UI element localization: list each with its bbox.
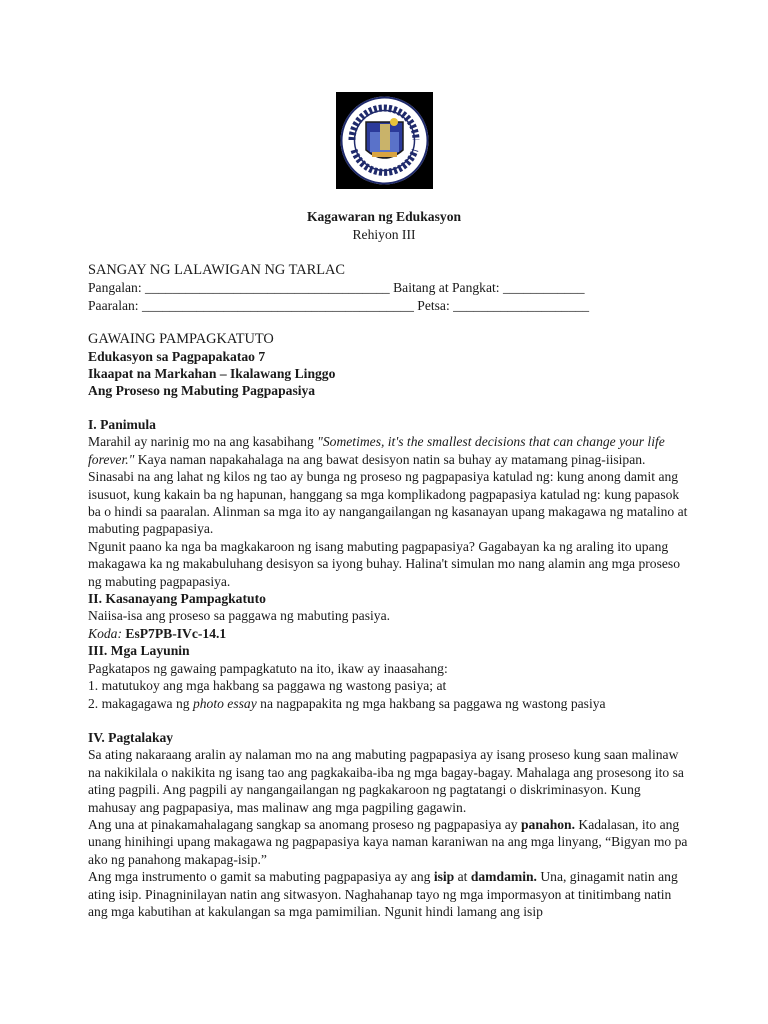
division-name: SANGAY NG LALAWIGAN NG TARLAC (88, 262, 345, 278)
pagtalakay-paragraph-3: Ang mga instrumento o gamit sa mabuting pagpapasiya ay ang isip at damdamin. Una, ginagamit natin ang ating isip. Pinagninilayan natin ang sitwasyon. Naghahanap tayo ng mga impormasyon at tinitimbang natin ang mga kabutihan at kakulangan sa mga pamimilian. Ngunit hindi lamang ang isip (88, 869, 678, 919)
pagtalakay-heading: IV. Pagtalakay (88, 729, 174, 745)
school-field[interactable]: ________________________________________ (141, 298, 414, 313)
quarter-title: Ikaapat na Markahan – Ikalawang Linggo (88, 366, 336, 381)
layunin-heading: III. Mga Layunin (88, 643, 190, 659)
topic-title: Ang Proseso ng Mabuting Pagpapasiya (88, 383, 316, 398)
layunin-item-2: 2. makagagawa ng photo essay na nagpapakita ng mga hakbang sa paggawa ng wastong pasiya (88, 695, 606, 711)
name-label: Pangalan: (88, 280, 142, 295)
grade-field[interactable]: ____________ (502, 280, 585, 295)
panimula-paragraph-2: Ngunit paano ka nga ba magkakaroon ng isang mabuting pagpapasiya? Gagabayan ka ng araling ito upang makagawa ka ng makabuluhang desisyon sa iyong buhay. Halina't simulan mo nang alamin ang mga proseso ng mabuting pagpapasiya. (88, 538, 681, 589)
panimula-heading: I. Panimula (88, 417, 156, 432)
name-row (88, 279, 585, 296)
date-label: Petsa: (417, 298, 450, 313)
kasanayan-heading: II. Kasanayang Pampagkatuto (88, 591, 266, 607)
layunin-item-1: 1. matutukoy ang mga hakbang sa paggawa ng wastong pasiya; at (88, 678, 447, 694)
panimula-paragraph-1: Marahil ay narinig mo na ang kasabihang "Sometimes, it's the smallest decisions that can change your life forever." Kaya naman napakahalaga na ang bawat desisyon natin sa buhay ay matamang pinag-iisipan. Sinasabi na ang lahat ng kilos ng tao ay bunga ng proseso ng pagpapasiya katulad ng: kung anong damit ang isusuot, kung kakain ba ng hapunan, hanggang sa mga komplikadong pagpapasiya katulad ng: kung papasok ba o hindi sa paaralan. Alinman sa mga ito ay nangangailangan ng kasanayan upang makagawa ng matalino at mabuting pagpapasiya. (88, 434, 688, 537)
grade-label: Baitang at Pangkat: (393, 280, 500, 295)
activity-title: GAWAING PAMPAGKATUTO (88, 331, 274, 347)
deped-seal-logo (336, 92, 433, 189)
koda-value: EsP7PB-IVc-14.1 (125, 625, 227, 641)
school-label: Paaralan: (88, 298, 139, 313)
region-name: Rehiyon III (352, 227, 416, 242)
layunin-intro: Pagkatapos ng gawaing pampagkatuto na ito, ikaw ay inaasahang: (88, 660, 448, 676)
name-field[interactable]: ____________________________________ (145, 280, 390, 295)
subject-title: Edukasyon sa Pagpapakatao 7 (88, 349, 266, 364)
quote: "Sometimes, it's the smallest decisions that can change your life forever." (88, 434, 665, 467)
department-name: Kagawaran ng Edukasyon (306, 209, 462, 224)
pagtalakay-paragraph-2: Ang una at pinakamahalagang sangkap sa anomang proseso ng pagpapasiya ay panahon. Kadalasan, ito ang unang hinihingi upang makagawa ng pagpapasiya kaya naman karaniwan na ang mga linyang, “Bigyan mo pa ako ng panahong makapag-isip.” (88, 816, 688, 867)
koda-line (88, 625, 688, 642)
school-row (88, 297, 589, 314)
document-body (88, 416, 688, 920)
koda-label: Koda: (88, 625, 122, 641)
pagtalakay-paragraph-1: Sa ating nakaraang aralin ay nalaman mo na ang mabuting pagpapasiya ay isang proseso kung saan malinaw na nakikilala o nakikita ng isang tao ang pagkakaiba-iba ng mga bagay-bagay. Mahalaga ang prosesong ito sa ating pagpili. Ang pagpili ay nangangailangan ng pagkakaroon ng pagtatangi o diskriminasyon. Kung mahusay ang pagpapasiya, mas malinaw ang mga pagpiling gagawin. (88, 747, 684, 815)
date-field[interactable]: ____________________ (453, 298, 590, 313)
kasanayan-text: Naiisa-isa ang proseso sa paggawa ng mabuting pasiya. (88, 608, 391, 624)
